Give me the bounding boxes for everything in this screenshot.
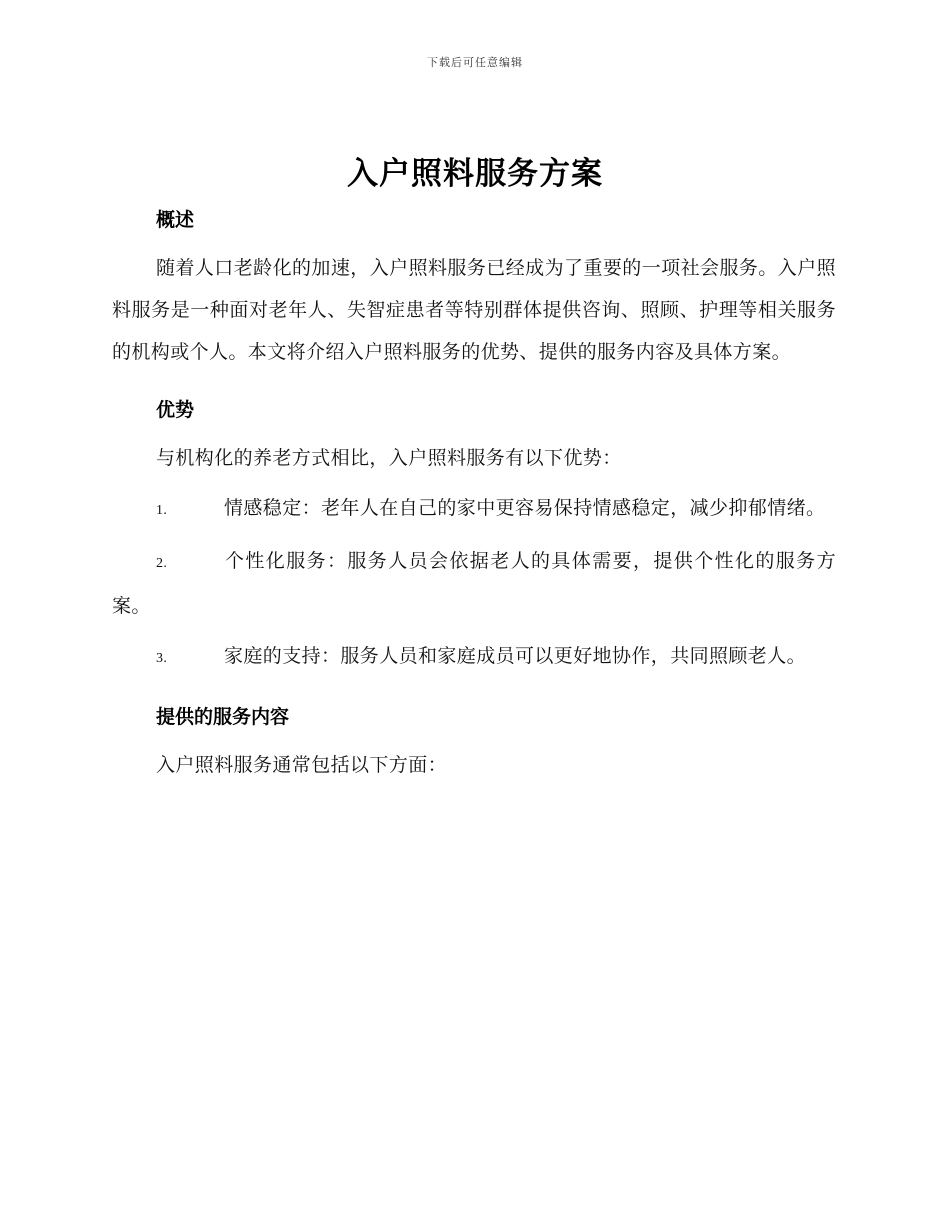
advantage-item-1 xyxy=(112,487,836,532)
section-heading-advantages: 优势 xyxy=(156,399,195,421)
list-item-text: 情感稳定：老年人在自己的家中更容易保持情感稳定，减少抑郁情绪。 xyxy=(224,497,826,519)
list-number: 2. xyxy=(156,556,168,571)
section-heading-services: 提供的服务内容 xyxy=(156,706,290,728)
services-intro: 入户照料服务通常包括以下方面： xyxy=(156,754,448,776)
list-item-text: 家庭的支持：服务人员和家庭成员可以更好地协作，共同照顾老人。 xyxy=(224,645,807,667)
list-number: 3. xyxy=(156,651,168,666)
document-title: 入户照料服务方案 xyxy=(347,156,603,192)
advantages-intro: 与机构化的养老方式相比，入户照料服务有以下优势： xyxy=(156,447,622,469)
overview-paragraph: 随着人口老龄化的加速，入户照料服务已经成为了重要的一项社会服务。入户照料服务是一种面对老年人、失智症患者等特别群体提供咨询、照顾、护理等相关服务的机构或个人。本文将介绍入户照料服务的优势、提供的服务内容及具体方案。 xyxy=(112,257,836,363)
list-item-text: 个性化服务：服务人员会依据老人的具体需要，提供个性化的服务方案。 xyxy=(112,550,836,617)
page-header: 下载后可任意编辑 xyxy=(427,56,523,69)
advantage-item-2 xyxy=(112,540,836,627)
list-number: 1. xyxy=(156,503,168,518)
document-body xyxy=(112,205,836,786)
advantage-item-3 xyxy=(112,635,836,680)
section-heading-overview: 概述 xyxy=(156,209,195,231)
